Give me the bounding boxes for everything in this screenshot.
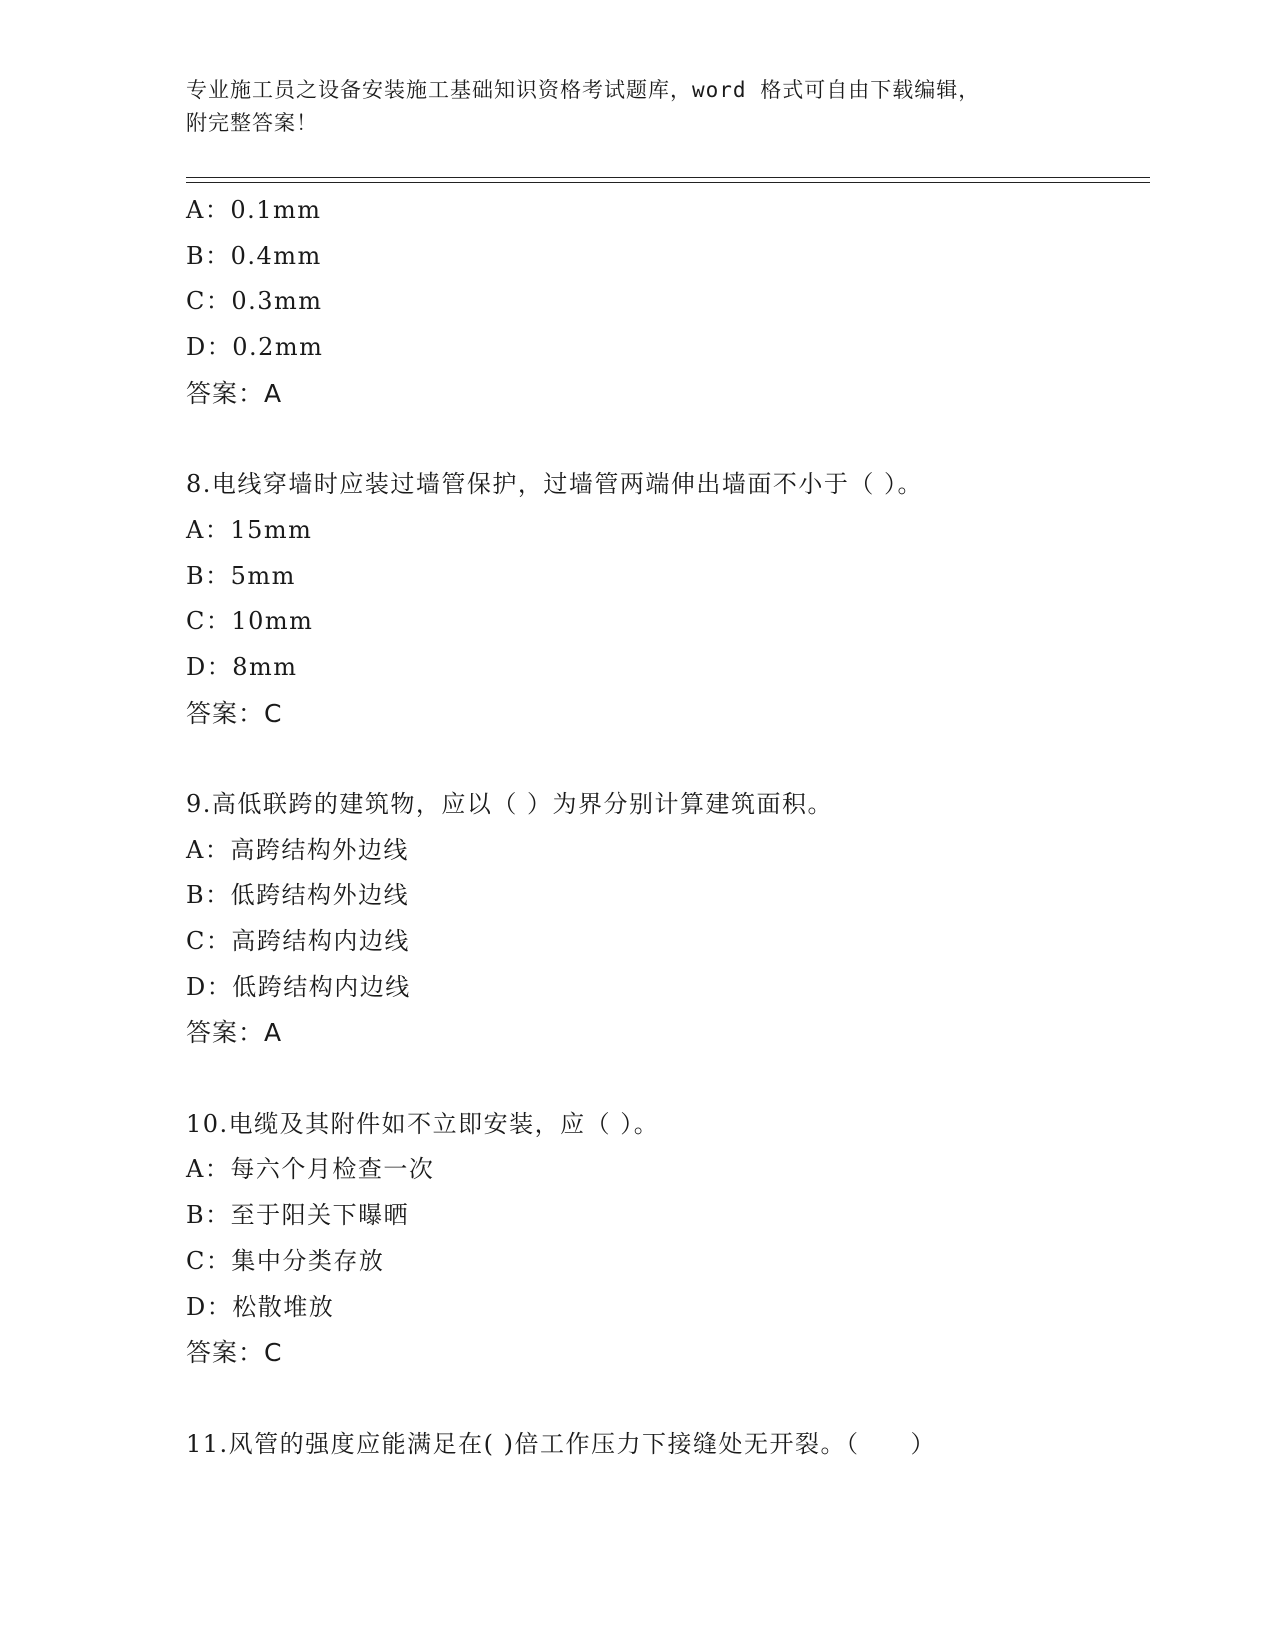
question-stem: 10.电缆及其附件如不立即安装，应（ ）。 <box>186 1109 660 1138</box>
option-a: A：0.1mm <box>186 196 322 224</box>
option-c: C：10mm <box>186 607 314 636</box>
question-10 <box>186 1102 1146 1376</box>
answer-line: 答案：C <box>186 698 283 728</box>
option-d: D：0.2mm <box>186 333 324 362</box>
question-stem: 8.电线穿墙时应装过墙管保护，过墙管两端伸出墙面不小于（ ）。 <box>186 470 924 499</box>
option-a: A：高跨结构外边线 <box>186 835 409 864</box>
question-stem: 11.风管的强度应能满足在( )倍工作压力下接缝处无开裂。（ ） <box>186 1429 937 1458</box>
header-divider-top <box>186 177 1150 178</box>
answer-line: 答案：A <box>186 1018 283 1048</box>
option-d: D：8mm <box>186 652 298 681</box>
header-line-2: 附完整答案！ <box>186 111 318 135</box>
question-stem: 9.高低联跨的建筑物，应以（ ）为界分别计算建筑面积。 <box>186 789 834 818</box>
answer-line: 答案：C <box>186 1338 283 1368</box>
option-d: D：松散堆放 <box>186 1292 335 1321</box>
question-7-continued <box>186 188 1146 416</box>
question-11 <box>186 1422 1146 1468</box>
header-line-1: 专业施工员之设备安装施工基础知识资格考试题库，word 格式可自由下载编辑， <box>186 78 981 102</box>
option-b: B：0.4mm <box>186 241 322 270</box>
option-c: C：集中分类存放 <box>186 1246 385 1275</box>
option-c: C：高跨结构内边线 <box>186 927 410 955</box>
header-divider-bottom <box>186 182 1150 183</box>
option-a: A：15mm <box>186 515 313 544</box>
option-c: C：0.3mm <box>186 287 323 316</box>
question-list <box>186 188 1146 1467</box>
question-8 <box>186 462 1146 736</box>
option-b: B：低跨结构外边线 <box>186 881 410 910</box>
option-b: B：5mm <box>186 561 296 590</box>
option-a: A：每六个月检查一次 <box>186 1155 435 1184</box>
document-header <box>186 74 1086 140</box>
answer-line: 答案：A <box>186 378 283 408</box>
option-d: D：低跨结构内边线 <box>186 972 411 1001</box>
option-b: B：至于阳关下曝晒 <box>186 1201 410 1230</box>
question-9 <box>186 782 1146 1056</box>
